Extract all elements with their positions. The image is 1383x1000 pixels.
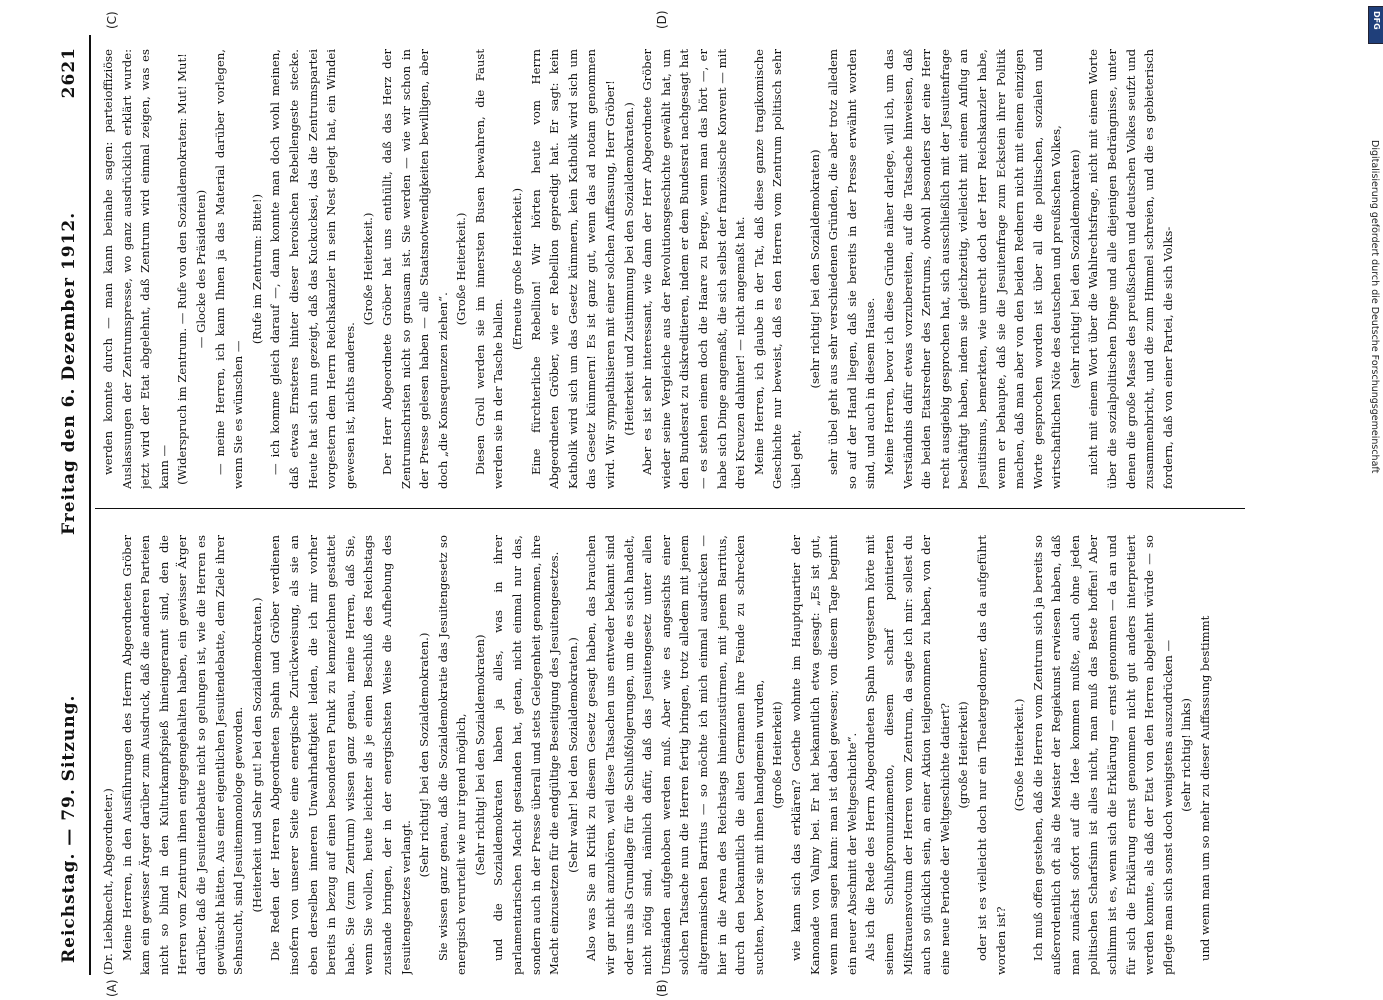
paragraph: sehr übel geht aus sehr verschiedenen Gründen, die aber trotz alledem so auf der Hand liegen, daß sie bereits in der Presse erwähnt worden sind, und auch in diesem Hause.: [826, 49, 878, 489]
rotated-page: [55, 10, 1305, 997]
paragraph: Diesen Groll werden sie im innersten Busen bewahren, die Faust werden sie in der Tasche ballen.: [472, 49, 506, 489]
digitization-credit: [1368, 140, 1380, 700]
margin-marker-c: (C): [105, 11, 119, 29]
credit-text: Digitalisierung gefördert durch die Deutsche Forschungsgemeinschaft: [1369, 140, 1380, 474]
stage-direction: (sehr richtig! bei den Sozialdemokraten): [807, 149, 822, 389]
paragraph: (Dr. Liebknecht, Abgeordneter.): [101, 788, 115, 975]
paragraph: Sie wissen ganz genau, daß die Sozialdemokratie das Jesuitengesetz so energisch verurteilt wie nur irgend möglich,: [435, 535, 469, 975]
paragraph: Also was Sie an Kritik zu diesem Gesetz gesagt haben, das brauchen wir gar nicht anzuhören, weil diese Tatsachen uns entweder bekannt sind oder uns als Grundlage für die Schlußfolgerungen, um die es sich handelt, nicht nötig sind, nämlich dafür, daß das Jesuitengesetz unter allen Umständen aufgehoben werden muß. Aber wie es angesichts einer solchen Tatsache nun die Herren fertig bringen, trotz alledem mit jenem altgermanischen Barritus — so möchte ich mich einmal ausdrücken — hier in die Arena des Reichstags hineinzustürmen, mit jenem Barritus, durch den bekanntlich die alten Germanen ihre Feinde zu schrecken suchten, bevor sie mit ihnen handgemein wurden,: [584, 535, 766, 975]
paragraph: — ich komme gleich darauf —, dann konnte man doch wohl meinen, daß etwas Ernsteres hinter dieser heroischen Rebellengeste stecke. Heute hat sich nun gezeigt, daß das Kuckucksei, das die Zentrumspartei vorgestern dem Herrn Reichskanzler in sein Nest gelegt hat, ein Windei gewesen ist, nichts anderes.: [268, 49, 357, 489]
dfg-logo-text: DFG: [1372, 11, 1381, 30]
page-header: [55, 35, 85, 975]
paragraph: — meine Herren, ich kann Ihnen ja das Material darüber vorlegen, wenn Sie es wünschen —: [212, 49, 246, 489]
paragraph: Eine fürchterliche Rebellion! Wir hörten heute vom Herrn Abgeordneten Gröber, wie er Rebellion gepredigt hat. Er sagt: kein Katholik wird sich um das Gesetz kümmern, kein Katholik wird sich um das Gesetz kümmern! Es ist ganz gut, wenn das ad notam genommen wird. Wir sympathisieren mit einer solchen Auffassung, Herr Gröber!: [528, 49, 618, 489]
stage-direction: (Große Heiterkeit.): [454, 212, 469, 326]
paragraph: nicht mit einem Wort über die Wahlrechtsfrage, nicht mit einem Worte über die sozialpolitischen Dinge und alle diejenigen Bedrängnisse, unter denen die große Masse des preußischen und deutschen Volkes seufzt und zusammenbricht, und die zum Himmel schreien, und die es gebieterisch fordern, daß von einer Partei, die sich Volks-: [1086, 49, 1175, 489]
paragraph: Meine Herren, bevor ich diese Gründe näher darlege, will ich, um das Verständnis dafür etwas vorzubereiten, auf die Tatsache hinweisen, daß die beiden Etatsredner des Zentrums, obwohl besonders der eine Herr recht ausgiebig gesprochen hat, sich ausschließlich mit der Jesuitenfrage beschäftigt haben, indem sie gleichzeitig, vielleicht mit einem Anflug an Jesuitismus, bemerkten, wie unrecht doch der Herr Reichskanzler habe, wenn er behaupte, daß sie die Jesuitenfrage zum Eckstein ihrer Politik machen, daß man aber von den beiden Rednern nicht mit einem einzigen Worte gesprochen worden ist über all die politischen, sozialen und wirtschaftlichen Nöte des deutschen und preußischen Volkes,: [881, 49, 1064, 489]
header-session: Reichstag. — 79. Sitzung.: [59, 694, 79, 963]
margin-marker-a: (A): [105, 979, 119, 997]
stage-direction: (Sehr richtig! bei den Sozialdemokraten.): [417, 632, 432, 878]
stage-direction: (Große Heiterkeit.): [1012, 698, 1027, 812]
paragraph: und wenn man um so mehr zu dieser Auffassung bestimmt: [1198, 615, 1213, 961]
page-number: 2621: [59, 47, 79, 99]
stage-direction: (Erneute große Heiterkeit.): [510, 188, 525, 350]
paragraph: Meine Herren, in den Ausführungen des Herrn Abgeordneten Gröber kam ein gewisser Ärger darüber zum Ausdruck, daß die anderen Parteien nicht so blind in den Kulturkampfspieß hineingerannt sind, den die Herren vom Zentrum ihnen entgegengehalten haben, ein gewisser Ärger darüber, daß die Jesuitendebatte nicht so gelungen ist, wie die Herren es gewünscht hätten. Aus einer eigentlichen Jesuitendebatte, dem Ziele ihrer Sehnsucht, sind Jesuitenmonologe geworden.: [119, 535, 246, 975]
paragraph: Ich muß offen gestehen, daß die Herren vom Zentrum sich ja bereits so außerordentlich oft als die Meister der Regiekunst erwiesen haben, daß man zunächst sofort auf die Idee kommen mußte, auch ohne jeden politischen Scharfsinn ist alles nicht, man muß das Beste hoffen! Aber schlimm ist es, wenn sich die Erklärung — ernst genommen — da an und für sich die Erklärung ernst genommen nicht gut anders interpretiert werden konnte, als daß der Etat von den Herren abgelehnt würde — so pflegte man sich sonst doch wenigstens auszudrücken —: [1030, 535, 1175, 975]
stage-direction: (sehr richtig! bei den Sozialdemokraten): [1067, 149, 1082, 389]
right-column: [99, 49, 1239, 489]
header-rule: [89, 35, 91, 975]
paragraph: werden konnte durch — man kann beinahe sagen: parteioffiziöse Auslassungen der Zentrumspresse, wo ganz ausdrücklich erklärt wurde: jetzt wird der Etat abgelehnt, daß Zentrum wird einmal zeigen, was es kann —: [101, 49, 171, 489]
column-divider: [95, 508, 1245, 509]
stage-direction: (große Heiterkeit): [956, 701, 971, 809]
header-date: Freitag den 6. Dezember 1912.: [59, 211, 79, 535]
paragraph: Als ich die Rede des Herrn Abgeordneten Spahn vorgestern hörte mit seinem Schlußpronunziamento, diesem scharf pointierten Mißtrauensvotum der Herren vom Zentrum, da sagte ich mir: sollest du auch so glücklich sein, an einer Aktion teilgenommen zu haben, von der eine neue Periode der Weltgeschichte datiert?: [863, 535, 952, 975]
paragraph: Der Herr Abgeordnete Gröber hat uns enthüllt, daß das Herz der Zentrumschristen nicht so grausam ist. Sie werden — wie wir schon in der Presse gelesen haben — alle Staatsnotwendigkeiten bewilligen, aber doch „die Konsequenzen ziehen“.: [379, 49, 450, 489]
stage-direction: (sehr richtig! links): [1179, 698, 1194, 812]
paragraph: Die Reden der Herren Abgeordneten Spahn und Gröber verdienen insofern von unserer Seite eine energische Zurückweisung, als sie an eben derselben inneren Unwahrhaftigkeit leiden, die ich mir vorher bereits in bezug auf einen besonderen Punkt zu kennzeichnen gestattet habe. Sie (zum Zentrum) wissen ganz genau, meine Herren, daß Sie, wenn Sie wollen, heute leichter als je einen Beschluß des Reichstags zustande bringen, der in der energischsten Weise die Aufhebung des Jesuitengesetzes verlangt.: [268, 535, 413, 975]
stage-direction: (Heiterkeit und Zustimmung bei den Sozialdemokraten.): [621, 102, 636, 436]
stage-direction: (Sehr richtig! bei den Sozialdemokraten): [472, 634, 487, 876]
stage-direction: (große Heiterkeit): [770, 701, 785, 809]
paragraph: und die Sozialdemokraten haben ja alles, was in ihrer parlamentarischen Macht gestanden hat, getan, nicht einmal nur das, sondern auch in der Presse überall und stets Gelegenheit genommen, ihre Macht einzusetzen für die endgültige Beseitigung des Jesuitengesetzes.: [491, 535, 562, 975]
stage-direction: (Sehr wahr! bei den Sozialdemokraten.): [565, 637, 580, 873]
paragraph: oder ist es vielleicht doch nur ein Theatergedonner, das da aufgeführt worden ist?: [974, 535, 1008, 975]
paragraph: Meine Herren, ich glaube in der Tat, daß diese ganze tragikomische Geschichte nur beweist, daß es den Herren vom Zentrum politisch sehr übel geht,: [751, 49, 803, 489]
stage-direction: (Widerspruch im Zentrum. — Rufe von den Sozialdemokraten: Mut! Mut! — Glocke des Präsidenten): [175, 53, 208, 485]
margin-marker-d: (D): [655, 10, 669, 29]
stage-direction: (Heiterkeit und Sehr gut! bei den Sozialdemokraten.): [249, 597, 264, 913]
paragraph: wie kann sich das erklären? Goethe wohnte im Hauptquartier der Kanonade von Valmy bei. Er hat bekanntlich etwa gesagt: „Es ist gut, wenn man sagen kann: man ist dabei gewesen; von diesem Tage beginnt ein neuer Abschnitt der Weltgeschichte“.: [788, 535, 859, 975]
paragraph: Aber es ist sehr interessant, wie dann der Herr Abgeordnete Gröber wieder seine Vergleiche aus der Revolutionsgeschichte gewählt hat, um den Bundesrat zu diskreditieren, indem er dem Bundesrat nachgesagt hat — es stehen einem doch die Haare zu Berge, wenn man das hört —, er habe sich Dinge angemaßt, die sich selbst der französische Konvent — mit drei Kreuzen dahinter! — nicht angemaßt hat.: [640, 49, 748, 489]
margin-marker-b: (B): [655, 979, 669, 997]
left-column: [99, 535, 1239, 975]
stage-direction: (Große Heiterkeit.): [361, 212, 376, 326]
dfg-logo: [1368, 6, 1383, 44]
stage-direction: (Rufe im Zentrum: Bitte!): [249, 193, 264, 345]
